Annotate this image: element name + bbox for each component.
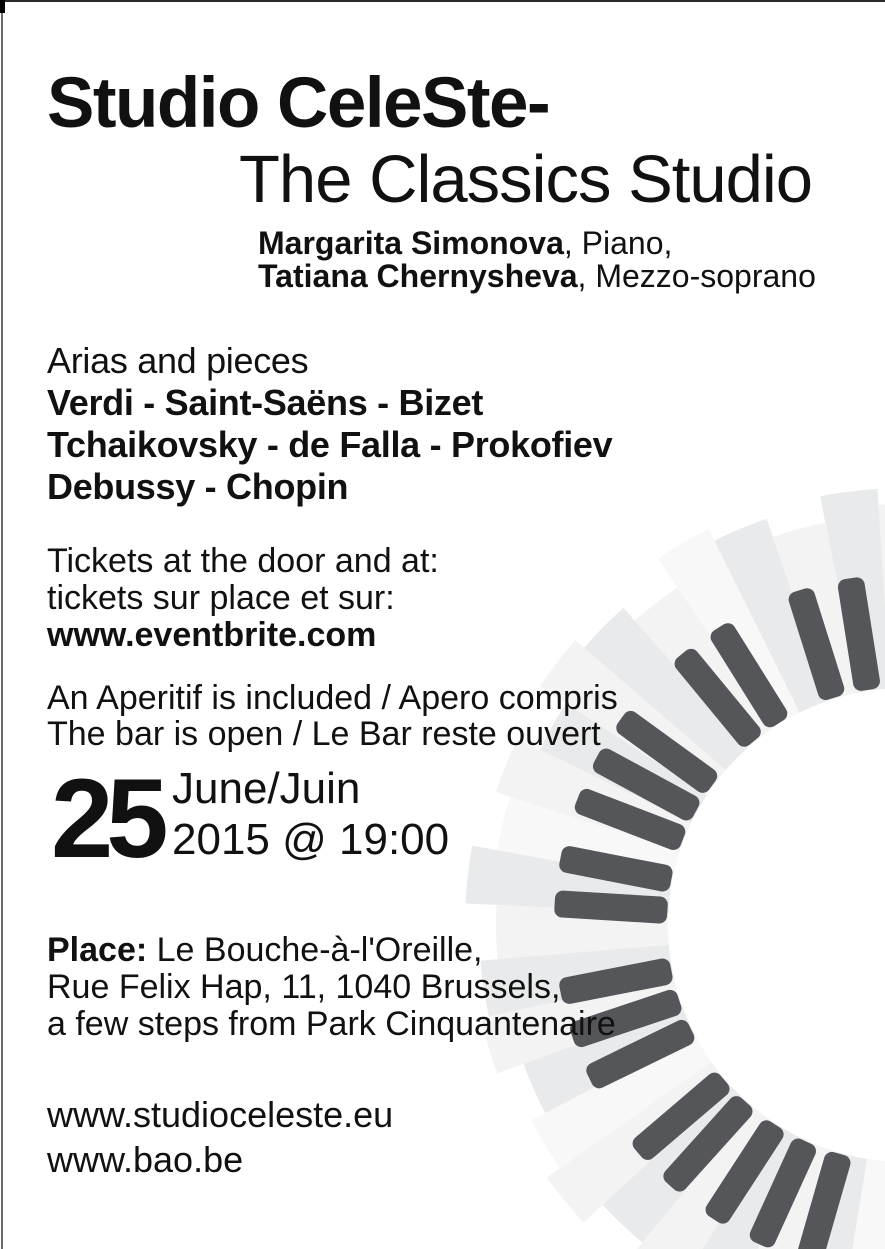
- performer-line: [258, 227, 816, 260]
- tickets-block: [47, 543, 439, 654]
- info-line: An Aperitif is included / Apero compris: [47, 679, 618, 717]
- performer-name: Margarita Simonova: [258, 225, 564, 261]
- tickets-line-en: Tickets at the door and at:: [47, 542, 439, 580]
- place-block: [47, 932, 616, 1043]
- performer-name: Tatiana Chernysheva: [258, 258, 578, 294]
- program-line: Debussy - Chopin: [47, 466, 349, 507]
- place-note: a few steps from Park Cinquantenaire: [47, 1005, 616, 1043]
- performer-role: , Mezzo-soprano: [577, 258, 816, 294]
- place-venue: Le Bouche-à-l'Oreille,: [147, 931, 483, 969]
- info-line: The bar is open / Le Bar reste ouvert: [47, 715, 601, 753]
- links-block: [47, 1092, 393, 1182]
- scan-edge-top: [0, 0, 885, 2]
- program-heading: Arias and pieces: [47, 340, 309, 381]
- poster-subtitle: The Classics Studio: [239, 142, 813, 217]
- event-month: June/Juin: [172, 764, 361, 813]
- website-link: www.bao.be: [47, 1139, 244, 1180]
- tickets-line-fr: tickets sur place et sur:: [47, 579, 395, 617]
- tickets-url: www.eventbrite.com: [47, 616, 377, 654]
- program-block: [47, 340, 612, 508]
- performers-block: [258, 227, 816, 293]
- website-link: www.studioceleste.eu: [47, 1094, 394, 1135]
- place-line: [47, 932, 616, 969]
- place-address: Rue Felix Hap, 11, 1040 Brussels,: [47, 968, 561, 1006]
- performer-role: , Piano,: [563, 225, 673, 261]
- program-line: Verdi - Saint-Saëns - Bizet: [47, 382, 484, 423]
- event-year-time: 2015 @ 19:00: [172, 815, 450, 864]
- poster-title: Studio CeleSte-: [47, 64, 550, 143]
- performer-line: [258, 260, 816, 293]
- place-label: Place:: [47, 931, 148, 969]
- scan-corner-mark: [0, 0, 5, 13]
- event-day: 25: [51, 756, 162, 881]
- event-date-block: [172, 763, 449, 865]
- info-block: [47, 680, 618, 752]
- program-line: Tchaikovsky - de Falla - Prokofiev: [47, 424, 613, 465]
- scan-edge-left: [1, 0, 3, 1249]
